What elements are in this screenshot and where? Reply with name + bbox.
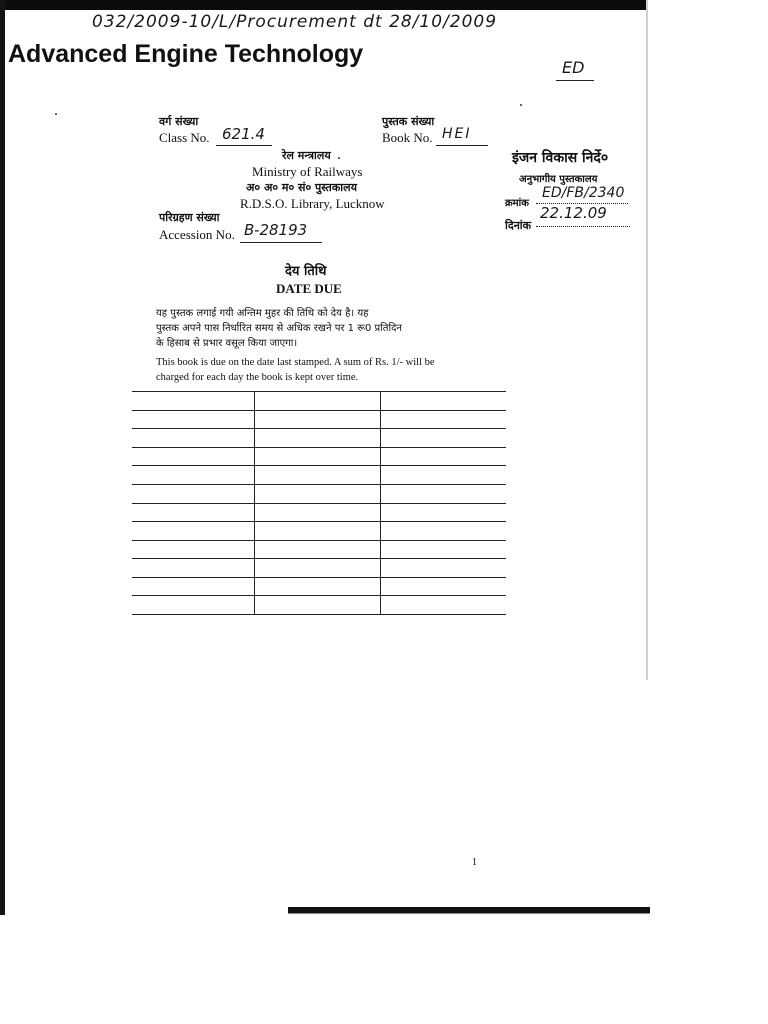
- table-row-line: [132, 614, 506, 615]
- book-no-label-hindi: पुस्तक संख्या: [382, 115, 435, 128]
- table-column-line: [254, 391, 255, 614]
- accession-no-label-hindi: परिग्रहण संख्या: [159, 211, 220, 224]
- notice-hindi-line: यह पुस्तक लगाई गयी अन्तिम मुहर की तिथि को देय है। यह: [156, 308, 369, 319]
- handwritten-reference: 032/2009-10/L/Procurement dt 28/10/2009: [92, 12, 498, 32]
- table-row-line: [132, 465, 506, 466]
- table-row-line: [132, 540, 506, 541]
- book-no-fill-line: [436, 145, 488, 146]
- class-no-label: Class No.: [159, 130, 210, 145]
- table-row-line: [132, 595, 506, 596]
- notice-english-line: This book is due on the date last stamped. A sum of Rs. 1/- will be: [156, 357, 435, 368]
- table-row-line: [132, 391, 506, 392]
- stamp-date-label: दिनांक: [505, 219, 532, 232]
- table-row-line: [132, 484, 506, 485]
- book-title: Advanced Engine Technology: [8, 40, 364, 68]
- library-english: R.D.S.O. Library, Lucknow: [240, 196, 385, 211]
- table-row-line: [132, 410, 506, 411]
- scan-left-edge: [0, 0, 5, 915]
- accession-no-fill-line: [240, 242, 322, 243]
- scan-speck: [55, 113, 57, 115]
- date-due-title-hindi: देय तिथि: [285, 264, 327, 279]
- date-due-title: DATE DUE: [276, 281, 342, 296]
- table-row-line: [132, 503, 506, 504]
- table-row-line: [132, 447, 506, 448]
- scan-top-edge: [0, 0, 648, 10]
- table-row-line: [132, 428, 506, 429]
- stamp-date-value: 22.12.09: [540, 204, 607, 222]
- table-row-line: [132, 577, 506, 578]
- page-number: 1: [472, 857, 477, 868]
- table-column-line: [380, 391, 381, 614]
- book-no-label: Book No.: [382, 130, 433, 145]
- scan-speck: [338, 157, 340, 159]
- handwritten-mark: ED: [562, 58, 585, 77]
- table-row-line: [132, 521, 506, 522]
- handwritten-mark-underline: [556, 80, 594, 81]
- notice-hindi-line: पुस्तक अपने पास निर्धारित समय से अधिक रखने पर 1 रू0 प्रतिदिन: [156, 323, 402, 334]
- scan-speck: [520, 104, 522, 106]
- class-no-value: 621.4: [222, 125, 265, 143]
- ministry-english: Ministry of Railways: [252, 164, 363, 179]
- stamp-section-library: अनुभागीय पुस्तकालय: [519, 174, 598, 185]
- notice-english-line: charged for each day the book is kept over time.: [156, 372, 359, 383]
- book-no-value: HEI: [442, 126, 472, 142]
- stamp-title: इंजन विकास निर्दे०: [512, 150, 609, 166]
- accession-no-label: Accession No.: [159, 227, 235, 242]
- date-due-table: [132, 391, 506, 614]
- ministry-hindi: रेल मन्त्रालय: [282, 149, 331, 162]
- accession-no-value: B-28193: [244, 221, 308, 239]
- notice-hindi-line: के हिसाब से प्रभार वसूल किया जाएगा।: [156, 338, 298, 349]
- scan-right-edge: [646, 0, 648, 680]
- class-no-label-hindi: वर्ग संख्या: [159, 115, 199, 128]
- stamp-date-dotted-line: [536, 226, 630, 227]
- table-row-line: [132, 558, 506, 559]
- library-hindi: अ० अ० म० सं० पुस्तकालय: [246, 181, 357, 194]
- stamp-kramank-value: ED/FB/2340: [542, 185, 625, 201]
- stamp-kramank-label: क्रमांक: [505, 198, 529, 209]
- class-no-fill-line: [216, 145, 272, 146]
- scan-bottom-hairline: [288, 913, 650, 914]
